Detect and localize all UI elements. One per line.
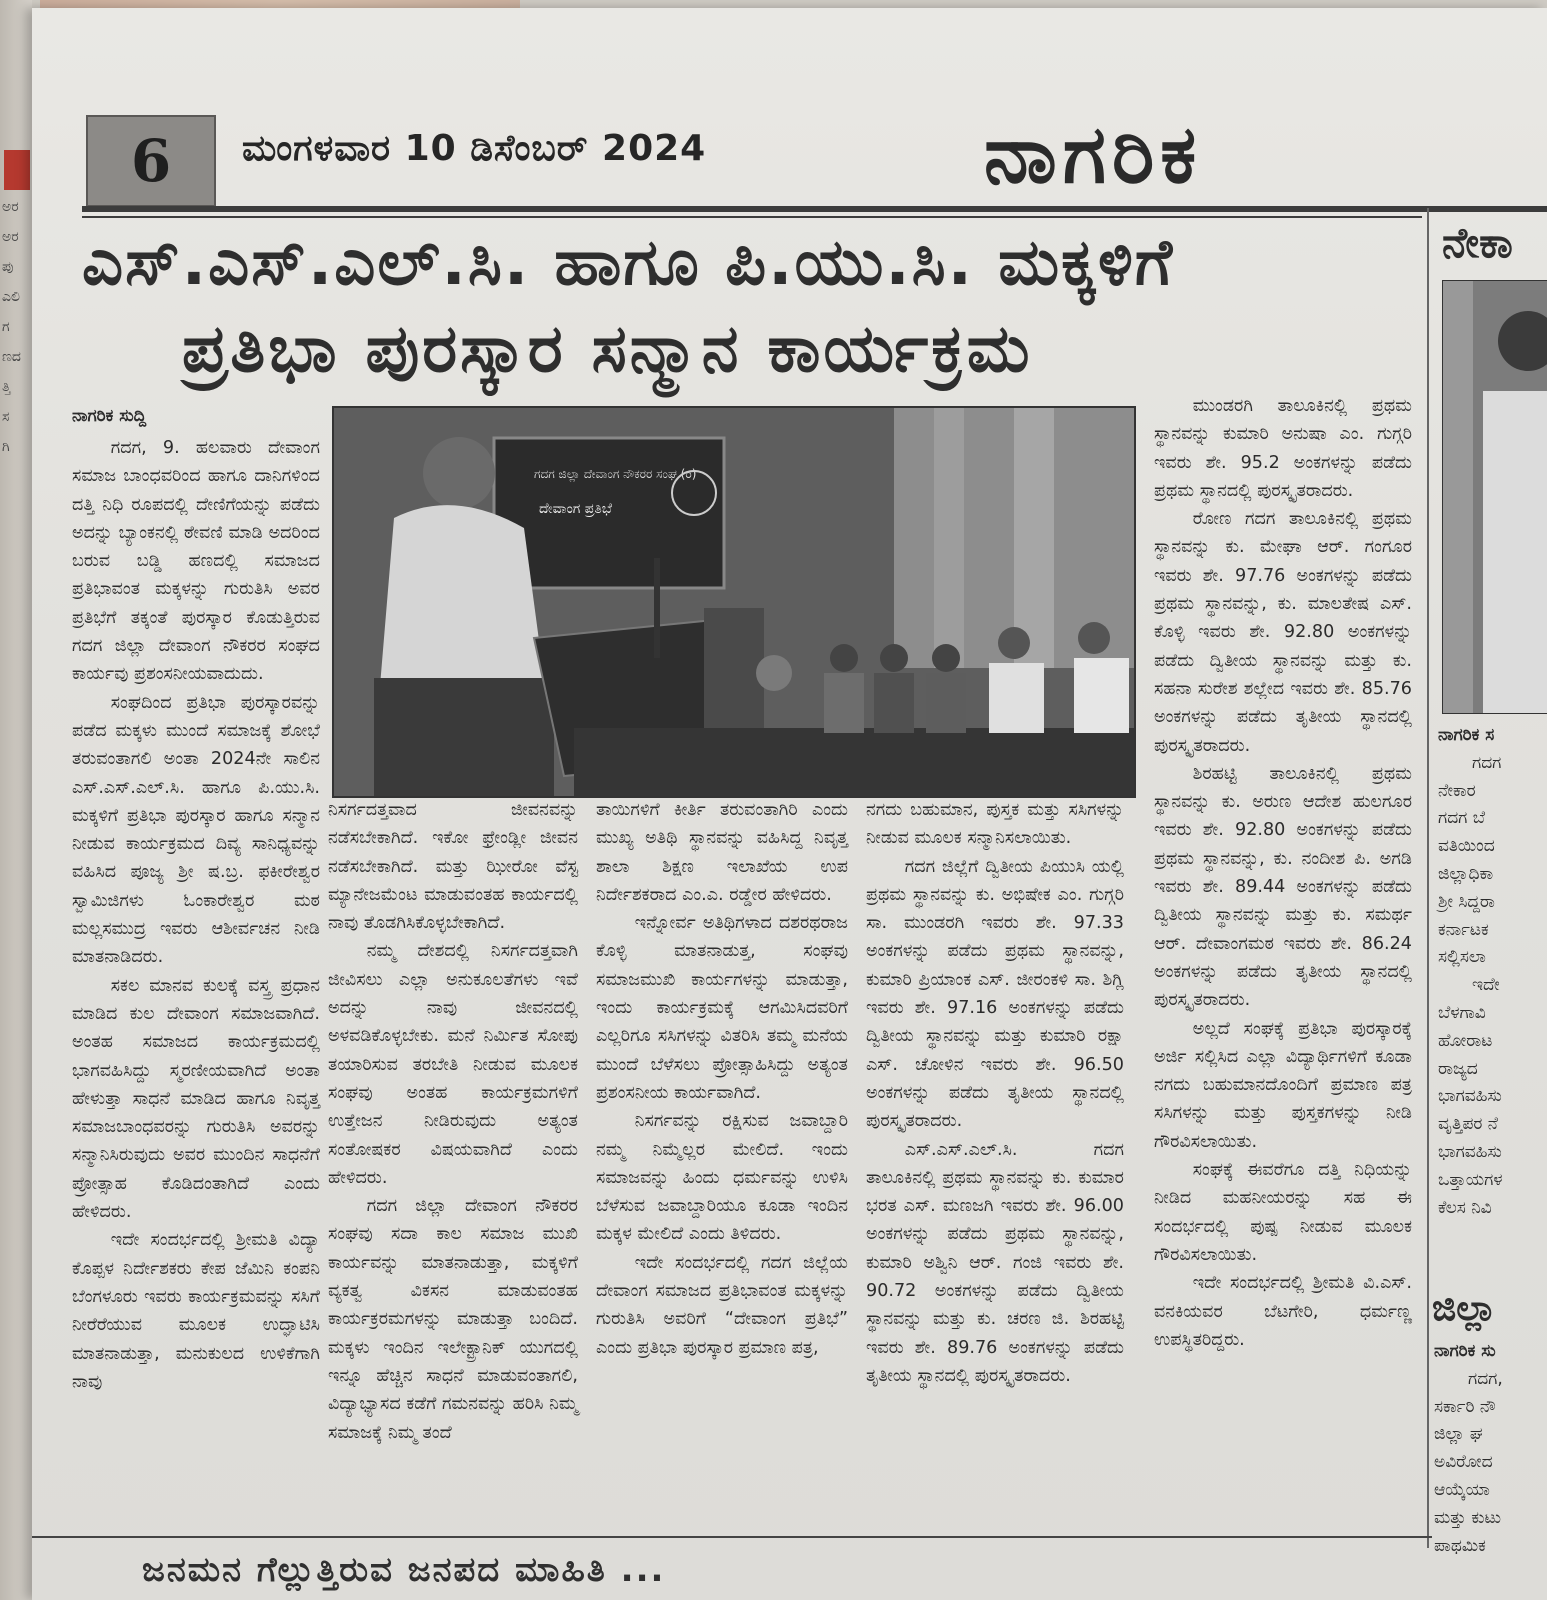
adjacent-page-fragment: ಅರ <box>2 229 19 245</box>
headline-line-2: ಪ್ರತಿಭಾ ಪುರಸ್ಕಾರ ಸನ್ಮಾನ ಕಾರ್ಯಕ್ರಮ <box>182 310 1033 387</box>
side-article-2-line: ಆಯ್ಕೆಯಾ <box>1434 1479 1490 1500</box>
byline: ನಾಗರಿಕ ಸುದ್ದಿ <box>72 406 147 426</box>
event-photo <box>332 406 1136 798</box>
article-paragraph: ಸಕಲ ಮಾನವ ಕುಲಕ್ಕೆ ವಸ್ತ್ರ ಪ್ರಧಾನ ಮಾಡಿದ ಕುಲ ದೇವಾಂಗ ಸಮಾಜವಾಗಿದೆ. ಅಂತಹ ಸಮಾಜದ ಕಾರ್ಯಕ್ರಮದಲ್ಲಿ ಭಾಗವಹಿಸಿದ್ದು ಸ್ಮರಣೀಯವಾಗಿದೆ ಅಂತಾ ಹೇಳುತ್ತಾ ಸಾಧನೆ ಮಾಡಿದ ಹಾಗೂ ನಿವೃತ್ತ ಸಮಾಜಬಾಂಧವರನ್ನು ಗುರುತಿಸಿ ಅವರನ್ನು ಸನ್ಮಾನಿಸಿರುವುದು ಅವರ ಮುಂದಿನ ಸಾಧನೆಗೆ ಪ್ರೋತ್ಸಾಹ ಕೊಡಿದಂತಾಗಿದೆ ಎಂದು ಹೇಳಿದರು. <box>72 975 320 1223</box>
article-column-3 <box>596 796 848 1362</box>
side-article-2-line: ಸರ್ಕಾರಿ ನೌ <box>1434 1396 1496 1417</box>
side-article-2-line: ಅವಿರೋದ <box>1434 1452 1493 1473</box>
article-paragraph: ಸಂಘದಿಂದ ಪ್ರತಿಭಾ ಪುರಸ್ಕಾರವನ್ನು ಪಡೆದ ಮಕ್ಕಳು ಮುಂದೆ ಸಮಾಜಕ್ಕೆ ಶೋಭೆ ತರುವಂತಾಗಲಿ ಅಂತಾ 2024ನೇ ಸಾಲಿನ ಎಸ್.ಎಸ್.ಎಲ್.ಸಿ. ಹಾಗೂ ಪಿ.ಯು.ಸಿ. ಮಕ್ಕಳಿಗೆ ಪ್ರತಿಭಾ ಪುರಸ್ಕಾರ ಹಾಗೂ ಸನ್ಮಾನ ನೀಡುವ ಕಾರ್ಯಕ್ರಮದ ದಿವ್ಯ ಸಾನಿಧ್ಯವನ್ನು ವಹಿಸಿದ ಪೂಜ್ಯ ಶ್ರೀ ಷ.ಬ್ರ. ಫಕೀರೇಶ್ವರ ಸ್ವಾಮಿಜಿಗಳು ಓಂಕಾರೇಶ್ವರ ಮಠ ಮಲ್ಲಸಮುದ್ರ ಇವರು ಆಶೀರ್ವಚನ ನೀಡಿ ಮಾತನಾಡಿದರು. <box>72 692 320 968</box>
article-paragraph: ನಮ್ಮ ದೇಶದಲ್ಲಿ ನಿಸರ್ಗದತ್ತವಾಗಿ ಜೀವಿಸಲು ಎಲ್ಲಾ ಅನುಕೂಲತೆಗಳು ಇವೆ ಅದನ್ನು ನಾವು ಜೀವನದಲ್ಲಿ ಅಳವಡಿಕೊಳ್ಳಬೇಕು. ಮನೆ ನಿರ್ಮಿತ ಸೋಪು ತಯಾರಿಸುವ ತರಬೇತಿ ನೀಡುವ ಮೂಲಕ ಸಂಘವು ಅಂತಹ ಕಾರ್ಯಕ್ರಮಗಳಿಗೆ ಉತ್ತೇಜನ ನೀಡಿರುವುದು ಅತ್ಯಂತ ಸಂತೋಷಕರ ವಿಷಯವಾಗಿದೆ ಎಂದು ಹೇಳಿದರು. <box>328 941 578 1188</box>
newspaper-page <box>32 8 1547 1600</box>
side-article-column <box>1438 722 1547 1222</box>
article-paragraph: ತಾಯಿಗಳಿಗೆ ಕೀರ್ತಿ ತರುವಂತಾಗಿರಿ ಎಂದು ಮುಖ್ಯ ಅತಿಥಿ ಸ್ಥಾನವನ್ನು ವಹಿಸಿದ್ದ ನಿವೃತ್ತ ಶಾಲಾ ಶಿಕ್ಷಣ ಇಲಾಖೆಯ ಉಪ ನಿರ್ದೇಶಕರಾದ ಎಂ.ಎ. ರಡ್ಡೇರ ಹೇಳಿದರು. <box>596 800 848 905</box>
article-paragraph: ಇದೇ ಸಂದರ್ಭದಲ್ಲಿ ಶ್ರೀಮತಿ ವಿದ್ಯಾ ಕೊಪ್ಪಳ ನಿರ್ದೇಶಕರು ಕೇಪ ಜೆಮಿನಿ ಕಂಪನಿ ಬೆಂಗಳೂರು ಇವರು ಕಾರ್ಯಕ್ರಮವನ್ನು ಸಸಿಗೆ ನೀರೆರೆಯುವ ಮೂಲಕ ಉದ್ಘಾಟಿಸಿ ಮಾತನಾಡುತ್ತಾ, ಮನುಕುಲದ ಉಳಿಕೆಗಾಗಿ ನಾವು <box>72 1230 320 1392</box>
adjacent-page-fragment: ಪು <box>2 259 14 275</box>
article-paragraph: ಶಿರಹಟ್ಟಿ ತಾಲೂಕಿನಲ್ಲಿ ಪ್ರಥಮ ಸ್ಥಾನವನ್ನು ಕು. ಅರುಣ ಆದೇಶ ಹುಲಗೂರ ಇವರು ಶೇ. 92.80 ಅಂಕಗಳನ್ನು ಪಡೆದು ಪ್ರಥಮ ಸ್ಥಾನವನ್ನು, ಕು. ನಂದೀಶ ಪಿ. ಅಗಡಿ ಇವರು ಶೇ. 89.44 ಅಂಕಗಳನ್ನು ಪಡೆದು ದ್ವಿತೀಯ ಸ್ಥಾನವನ್ನು ಮತ್ತು ಕು. ಸಮರ್ಥ ಆರ್. ದೇವಾಂಗಮಠ ಇವರು ಶೇ. 86.24 ಅಂಕಗಳನ್ನು ಪಡೆದು ತೃತೀಯ ಸ್ಥಾನದಲ್ಲಿ ಪುರಸ್ಕೃತರಾದರು. <box>1154 763 1412 1011</box>
article-paragraph: ನಗದು ಬಹುಮಾನ, ಪುಸ್ತಕ ಮತ್ತು ಸಸಿಗಳನ್ನು ನೀಡುವ ಮೂಲಕ ಸನ್ಮಾನಿಸಲಾಯಿತು. <box>866 800 1124 849</box>
masthead-logo: ನಾಗರಿಕ <box>984 108 1203 201</box>
dateline: ಮಂಗಳವಾರ 10 ಡಿಸೆಂಬರ್ 2024 <box>242 128 707 169</box>
article-paragraph: ರೋಣ ಗದಗ ತಾಲೂಕಿನಲ್ಲಿ ಪ್ರಥಮ ಸ್ಥಾನವನ್ನು ಕು. ಮೇಘಾ ಆರ್. ಗಂಗೂರ ಇವರು ಶೇ. 97.76 ಅಂಕಗಳನ್ನು ಪಡೆದು ಪ್ರಥಮ ಸ್ಥಾನವನ್ನು, ಕು. ಮಾಲತೇಷ ಎಸ್. ಕೊಳ್ಳಿ ಇವರು ಶೇ. 92.80 ಅಂಕಗಳನ್ನು ಪಡೆದು ದ್ವಿತೀಯ ಸ್ಥಾನವನ್ನು ಮತ್ತು ಕು. ಸಹನಾ ಸುರೇಶ ಶಲ್ಲೇದ ಇವರು ಶೇ. 85.76 ಅಂಕಗಳನ್ನು ಪಡೆದು ತೃತೀಯ ಸ್ಥಾನದಲ್ಲಿ ಪುರಸ್ಕೃತರಾದರು. <box>1154 509 1412 756</box>
side-article-2-line: ಗದಗ, <box>1468 1368 1503 1389</box>
side-article-line: ಕರ್ನಾಟಕ <box>1438 919 1489 940</box>
side-article-line: ಭಾಗವಹಿಸು <box>1438 1141 1502 1162</box>
side-article-line: ಶ್ರೀ ಸಿದ್ದರಾ <box>1438 891 1495 912</box>
adjacent-page-fragment: ಅರ <box>2 199 19 215</box>
article-paragraph: ನಿಸರ್ಗವನ್ನು ರಕ್ಷಿಸುವ ಜವಾಬ್ದಾರಿ ನಮ್ಮ ನಿಮ್ಮೆಲ್ಲರ ಮೇಲಿದೆ. ಇಂದು ಸಮಾಜವನ್ನು ಹಿಂದು ಧರ್ಮವನ್ನು ಉಳಿಸಿ ಬೆಳೆಸುವ ಜವಾಬ್ದಾರಿಯೂ ಕೂಡಾ ಇಂದಿನ ಮಕ್ಕಳ ಮೇಲಿದೆ ಎಂದು ತಿಳಿದರು. <box>596 1111 848 1245</box>
article-paragraph: ಗದಗ, 9. ಹಲವಾರು ದೇವಾಂಗ ಸಮಾಜ ಬಾಂಧವರಿಂದ ಹಾಗೂ ದಾನಿಗಳಿಂದ ದತ್ತಿ ನಿಧಿ ರೂಪದಲ್ಲಿ ದೇಣಿಗೆಯನ್ನು ಪಡೆದು ಅದನ್ನು ಬ್ಯಾಂಕನಲ್ಲಿ ಠೇವಣಿ ಮಾಡಿ ಅದರಿಂದ ಬರುವ ಬಡ್ಡಿ ಹಣದಲ್ಲಿ ಸಮಾಜದ ಪ್ರತಿಭಾವಂತ ಮಕ್ಕಳನ್ನು ಗುರುತಿಸಿ ಅವರ ಪ್ರತಿಭೆಗೆ ತಕ್ಕಂತೆ ಪುರಸ್ಕಾರ ಕೊಡುತ್ತಿರುವ ಗದಗ ಜಿಲ್ಲಾ ದೇವಾಂಗ ನೌಕರರ ಸಂಘದ ಕಾರ್ಯವು ಪ್ರಶಂಸನೀಯವಾದುದು. <box>72 438 320 685</box>
article-paragraph: ಗದಗ ಜಿಲ್ಲೆಗೆ ದ್ವಿತೀಯ ಪಿಯುಸಿ ಯಲ್ಲಿ ಪ್ರಥಮ ಸ್ಥಾನವನ್ನು ಕು. ಅಭಿಷೇಕ ಎಂ. ಗುಗ್ಗರಿ ಸಾ. ಮುಂಡರಗಿ ಇವರು ಶೇ. 97.33 ಅಂಕಗಳನ್ನು ಪಡೆದು ಪ್ರಥಮ ಸ್ಥಾನವನ್ನು, ಕುಮಾರಿ ಪ್ರಿಯಾಂಕ ಎಸ್. ಜೀರಂಕಳಿ ಸಾ. ಶಿಗ್ಲಿ ಇವರು ಶೇ. 97.16 ಅಂಕಗಳನ್ನು ಪಡೆದು ದ್ವಿತೀಯ ಸ್ಥಾನವನ್ನು ಮತ್ತು ಕುಮಾರಿ ರಕ್ಷಾ ಎಸ್. ಚೋಳಿನ ಇವರು ಶೇ. 96.50 ಅಂಕಗಳನ್ನು ಪಡೆದು ತೃತೀಯ ಸ್ಥಾನದಲ್ಲಿ ಪುರಸ್ಕೃತರಾದರು. <box>866 856 1124 1132</box>
side-article-line: ಹೋರಾಟ <box>1438 1030 1493 1051</box>
masthead-rule-thin <box>82 216 1422 218</box>
side-article-line: ವತಿಯಿಂದ <box>1438 836 1495 857</box>
adjacent-page-red-block <box>4 150 30 190</box>
adjacent-page-fragment: ಸ <box>2 409 10 425</box>
article-paragraph: ಅಲ್ಲದೆ ಸಂಘಕ್ಕೆ ಪ್ರತಿಭಾ ಪುರಸ್ಕಾರಕ್ಕೆ ಅರ್ಜಿ ಸಲ್ಲಿಸಿದ ಎಲ್ಲಾ ವಿದ್ಯಾರ್ಥಿಗಳಿಗೆ ಕೂಡಾ ನಗದು ಬಹುಮಾನದೊಂದಿಗೆ ಪ್ರಮಾಣ ಪತ್ರ ಸಸಿಗಳನ್ನು ಮತ್ತು ಪುಸ್ತಕಗಳನ್ನು ನೀಡಿ ಗೌರವಿಸಲಾಯಿತು. <box>1154 1018 1412 1152</box>
side-article-2-byline: ನಾಗರಿಕ ಸು <box>1434 1341 1496 1361</box>
side-article-2-line: ಮತ್ತು ಕುಟು <box>1434 1507 1501 1528</box>
side-article-line: ಇದೇ <box>1472 975 1500 996</box>
side-article-headline: ನೇಕಾ <box>1442 218 1513 267</box>
adjacent-page-fragment: ಎಲಿ <box>2 289 20 305</box>
side-article-line: ರಾಜ್ಯದ <box>1438 1058 1478 1079</box>
side-article-2-line: ಪಾಥಮಿಕ <box>1434 1535 1486 1556</box>
event-photo-illustration <box>334 408 1134 796</box>
side-article-2-column <box>1434 1338 1547 1560</box>
adjacent-page-fragment: ಗ <box>2 319 10 335</box>
adjacent-page-fragment: ಣದ <box>2 349 21 365</box>
adjacent-page-edge <box>0 0 32 1600</box>
side-article-byline: ನಾಗರಿಕ ಸ <box>1438 725 1495 745</box>
side-article-2-headline: ಜಿಲ್ಲಾ <box>1432 1288 1497 1329</box>
side-article-line: ಗದಗ <box>1472 752 1502 773</box>
side-article-line: ವೃತ್ತಿಪರ ನೆ <box>1438 1114 1498 1135</box>
banner-subtext: ದೇವಾಂಗ ಪ್ರತಿಭೆ <box>539 501 612 517</box>
bottom-rule <box>32 1536 1432 1538</box>
side-article-line: ಕೆಲಸ ನಿವಿ <box>1438 1197 1492 1218</box>
article-column-2 <box>328 796 578 1447</box>
banner-text: ಗದಗ ಜಿಲ್ಲಾ ದೇವಾಂಗ ನೌಕರರ ಸಂಘ (ರಿ) <box>534 467 697 481</box>
article-paragraph: ಇನ್ನೋರ್ವ ಅತಿಥಿಗಳಾದ ದಶರಥರಾಜ ಕೊಳ್ಳಿ ಮಾತನಾಡುತ್ತ, ಸಂಘವು ಸಮಾಜಮುಖಿ ಕಾರ್ಯಗಳನ್ನು ಮಾಡುತ್ತಾ, ಇಂದು ಕಾರ್ಯಕ್ರಮಕ್ಕೆ ಆಗಮಿಸಿದವರಿಗೆ ಎಲ್ಲರಿಗೂ ಸಸಿಗಳನ್ನು ವಿತರಿಸಿ ತಮ್ಮ ಮನೆಯ ಮುಂದೆ ಬೆಳೆಸಲು ಪ್ರೋತ್ಸಾಹಿಸಿದ್ದು ಅತ್ಯಂತ ಪ್ರಶಂಸನೀಯ ಕಾರ್ಯವಾಗಿದೆ. <box>596 913 848 1103</box>
side-article-2-line: ಜಿಲ್ಲಾ ಘ <box>1434 1424 1483 1445</box>
article-paragraph: ಸಂಘಕ್ಕೆ ಈವರೆಗೂ ದತ್ತಿ ನಿಧಿಯನ್ನು ನೀಡಿದ ಮಹನೀಯರನ್ನು ಸಹ ಈ ಸಂದರ್ಭದಲ್ಲಿ ಪುಷ್ಪ ನೀಡುವ ಮೂಲಕ ಗೌರವಿಸಲಾಯಿತು. <box>1154 1160 1412 1265</box>
article-paragraph: ಎಸ್.ಎಸ್.ಎಲ್.ಸಿ. ಗದಗ ತಾಲೂಕಿನಲ್ಲಿ ಪ್ರಥಮ ಸ್ಥಾನವನ್ನು ಕು. ಕುಮಾರ ಭರತ ಎಸ್. ಮಣಜಗಿ ಇವರು ಶೇ. 96.00 ಅಂಕಗಳನ್ನು ಪಡೆದು ಪ್ರಥಮ ಸ್ಥಾನವನ್ನು, ಕುಮಾರಿ ಅಶ್ವಿನಿ ಆರ್. ಗಂಜಿ ಇವರು ಶೇ. 90.72 ಅಂಕಗಳನ್ನು ಪಡೆದು ದ್ವಿತೀಯ ಸ್ಥಾನವನ್ನು ಮತ್ತು ಕು. ಚರಣ ಜಿ. ಶಿರಹಟ್ಟಿ ಇವರು ಶೇ. 89.76 ಅಂಕಗಳನ್ನು ಪಡೆದು ತೃತೀಯ ಸ್ಥಾನದಲ್ಲಿ ಪುರಸ್ಕೃತರಾದರು. <box>866 1139 1124 1386</box>
side-article-line: ಜಿಲ್ಲಾಧಿಕಾ <box>1438 863 1494 884</box>
side-photo-illustration <box>1443 281 1547 713</box>
article-paragraph: ಇದೇ ಸಂದರ್ಭದಲ್ಲಿ ಗದಗ ಜಿಲ್ಲೆಯ ದೇವಾಂಗ ಸಮಾಜದ ಪ್ರತಿಭಾವಂತ ಮಕ್ಕಳನ್ನು ಗುರುತಿಸಿ ಅವರಿಗೆ “ದೇವಾಂಗ ಪ್ರತಿಭೆ” ಎಂದು ಪ್ರತಿಭಾ ಪುರಸ್ಕಾರ ಪ್ರಮಾಣ ಪತ್ರ, <box>596 1252 848 1358</box>
side-article-line: ನೇಕಾರ <box>1438 780 1476 801</box>
side-article-line: ಗದಗ ಬೆ <box>1438 808 1486 829</box>
adjacent-page-fragment: ಗಿ <box>2 439 10 455</box>
next-article-headline-fragment: ಜನಮನ ಗೆಲ್ಲುತ್ತಿರುವ ಜನಪದ ಮಾಹಿತಿ ... <box>142 1550 666 1590</box>
column-divider <box>1427 208 1429 1548</box>
side-article-line: ಸಲ್ಲಿಸಲಾ <box>1438 947 1486 968</box>
masthead-rule <box>82 206 1547 212</box>
article-column-5 <box>1154 392 1412 1354</box>
article-column-4 <box>866 796 1124 1390</box>
article-paragraph: ನಿಸರ್ಗದತ್ತವಾದ ಜೀವನವನ್ನು ನಡೆಸಬೇಕಾಗಿದೆ. ಇಕೋ ಫ್ರೇಂಡ್ಲೀ ಜೀವನ ನಡೆಸಬೇಕಾಗಿದೆ. ಮತ್ತು ಝೀರೋ ವೆಸ್ಟ ಮ್ಯಾನೇಜಮೆಂಟ ಮಾಡುವಂತಹ ಕಾರ್ಯದಲ್ಲಿ ನಾವು ತೊಡಗಿಸಿಕೊಳ್ಳಬೇಕಾಗಿದೆ. <box>328 800 578 934</box>
article-paragraph: ಗದಗ ಜಿಲ್ಲಾ ದೇವಾಂಗ ನೌಕರರ ಸಂಘವು ಸದಾ ಕಾಲ ಸಮಾಜ ಮುಖಿ ಕಾರ್ಯವನ್ನು ಮಾತನಾಡುತ್ತಾ, ಮಕ್ಕಳಿಗೆ ವ್ಯಕತ್ವ ವಿಕಸನ ಮಾಡುವಂತಹ ಕಾರ್ಯಕ್ರರಮಗಳನ್ನು ಮಾಡುತ್ತಾ ಬಂದಿದೆ. ಮಕ್ಕಳು ಇಂದಿನ ಇಲೇಕ್ಟ್ರಾನಿಕ್ ಯುಗದಲ್ಲಿ ಇನ್ನೂ ಹೆಚ್ಚಿನ ಸಾಧನೆ ಮಾಡುವಂತಾಗಲಿ, ವಿದ್ಯಾಭ್ಯಾಸದ ಕಡೆಗೆ ಗಮನವನ್ನು ಹರಿಸಿ ನಿಮ್ಮ ಸಮಾಜಕ್ಕೆ ನಿಮ್ಮ ತಂದೆ <box>328 1196 578 1443</box>
adjacent-page-fragment: ತ್ತಿ <box>2 379 11 395</box>
side-article-line: ಒತ್ತಾಯಗಳ <box>1438 1169 1503 1190</box>
article-paragraph: ಇದೇ ಸಂದರ್ಭದಲ್ಲಿ ಶ್ರೀಮತಿ ವಿ.ಎಸ್. ವನಕಿಯವರ ಬೆಟಗೇರಿ, ಧರ್ಮಣ್ಣ ಉಪಸ್ಥಿತರಿದ್ದರು. <box>1154 1273 1412 1350</box>
side-article-photo <box>1442 280 1547 714</box>
side-article-line: ಭಾಗವಹಿಸು <box>1438 1086 1502 1107</box>
side-article-line: ಬೆಳಗಾವಿ <box>1438 1002 1486 1023</box>
article-paragraph: ಮುಂಡರಗಿ ತಾಲೂಕಿನಲ್ಲಿ ಪ್ರಥಮ ಸ್ಥಾನವನ್ನು ಕುಮಾರಿ ಅನುಷಾ ಎಂ. ಗುಗ್ಗರಿ ಇವರು ಶೇ. 95.2 ಅಂಕಗಳನ್ನು ಪಡೆದು ಪ್ರಥಮ ಸ್ಥಾನದಲ್ಲಿ ಪುರಸ್ಕೃತರಾದರು. <box>1154 396 1412 501</box>
page-number: 6 <box>86 115 216 207</box>
headline-line-1: ಎಸ್.ಎಸ್.ಎಲ್.ಸಿ. ಹಾಗೂ ಪಿ.ಯು.ಸಿ. ಮಕ್ಕಳಿಗೆ <box>82 226 1175 300</box>
article-column-1 <box>72 434 320 1396</box>
